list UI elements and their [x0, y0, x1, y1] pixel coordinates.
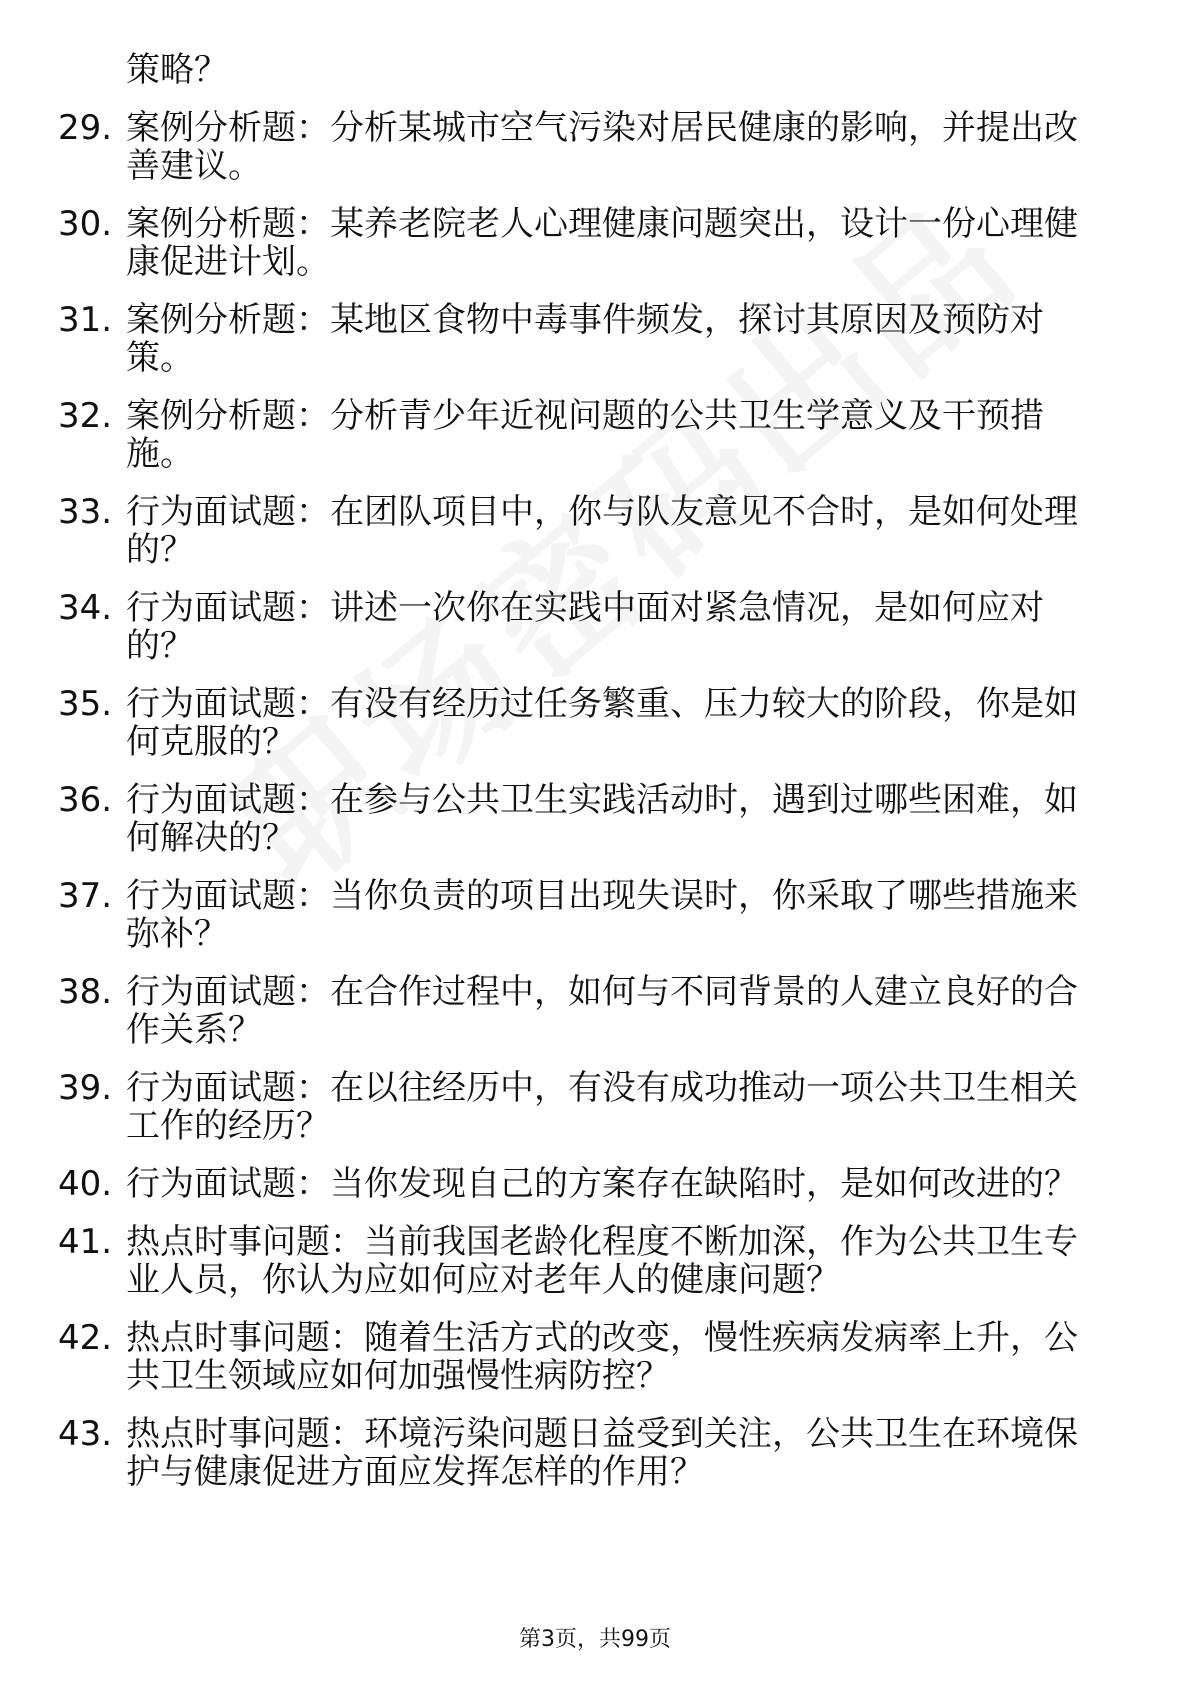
item-text-line1: 行为面试题：有没有经历过任务繁重、压力较大的阶段，你是如 [126, 684, 1078, 724]
item-text-line2: 的？ [126, 530, 194, 570]
item-number: 34. [58, 588, 113, 628]
item-number: 36. [58, 780, 113, 820]
item-number: 32. [58, 396, 113, 436]
item-text-line2: 何解决的？ [126, 818, 296, 858]
item-text-line2: 共卫生领域应如何加强慢性病防控？ [126, 1356, 670, 1396]
item-text-line2: 业人员，你认为应如何应对老年人的健康问题？ [126, 1260, 840, 1300]
item-text-line1: 热点时事问题：环境污染问题日益受到关注，公共卫生在环境保 [126, 1414, 1078, 1454]
item-text-line1: 行为面试题：在以往经历中，有没有成功推动一项公共卫生相关 [126, 1068, 1078, 1108]
item-text-line1: 热点时事问题：当前我国老龄化程度不断加深，作为公共卫生专 [126, 1222, 1078, 1262]
continuation-text: 策略？ [126, 50, 228, 90]
item-number: 29. [58, 108, 113, 148]
item-text-line2: 的？ [126, 626, 194, 666]
item-text-line1: 案例分析题：某养老院老人心理健康问题突出，设计一份心理健 [126, 204, 1078, 244]
item-text-line2: 施。 [126, 434, 194, 474]
item-number: 43. [58, 1414, 113, 1454]
item-text-line2: 工作的经历？ [126, 1106, 330, 1146]
item-text-line1: 行为面试题：在参与公共卫生实践活动时，遇到过哪些困难，如 [126, 780, 1078, 820]
item-number: 37. [58, 876, 113, 916]
item-text-line1: 行为面试题：在团队项目中，你与队友意见不合时，是如何处理 [126, 492, 1078, 532]
item-number: 40. [58, 1164, 113, 1204]
item-text-line2: 作关系？ [126, 1010, 262, 1050]
item-text-line1: 热点时事问题：随着生活方式的改变，慢性疾病发病率上升，公 [126, 1318, 1078, 1358]
item-number: 30. [58, 204, 113, 244]
item-text-line2: 弥补？ [126, 914, 228, 954]
page-footer: 第3页，共99页 [519, 1627, 671, 1652]
item-text-line1: 案例分析题：某地区食物中毒事件频发，探讨其原因及预防对 [126, 300, 1044, 340]
item-number: 42. [58, 1318, 113, 1358]
item-text-line1: 案例分析题：分析某城市空气污染对居民健康的影响，并提出改 [126, 108, 1078, 148]
item-text-line2: 何克服的？ [126, 722, 296, 762]
item-number: 38. [58, 972, 113, 1012]
item-number: 41. [58, 1222, 113, 1262]
item-text-line2: 策。 [126, 338, 194, 378]
item-text-line2: 善建议。 [126, 146, 262, 186]
item-number: 35. [58, 684, 113, 724]
item-number: 31. [58, 300, 113, 340]
item-text-line1: 行为面试题：当你负责的项目出现失误时，你采取了哪些措施来 [126, 876, 1078, 916]
item-text-line1: 行为面试题：当你发现自己的方案存在缺陷时，是如何改进的？ [126, 1164, 1078, 1204]
item-number: 33. [58, 492, 113, 532]
item-number: 39. [58, 1068, 113, 1108]
item-text-line1: 案例分析题：分析青少年近视问题的公共卫生学意义及干预措 [126, 396, 1044, 436]
item-text-line1: 行为面试题：在合作过程中，如何与不同背景的人建立良好的合 [126, 972, 1078, 1012]
item-text-line1: 行为面试题：讲述一次你在实践中面对紧急情况，是如何应对 [126, 588, 1044, 628]
item-text-line2: 护与健康促进方面应发挥怎样的作用？ [126, 1452, 704, 1492]
item-text-line2: 康促进计划。 [126, 242, 330, 282]
